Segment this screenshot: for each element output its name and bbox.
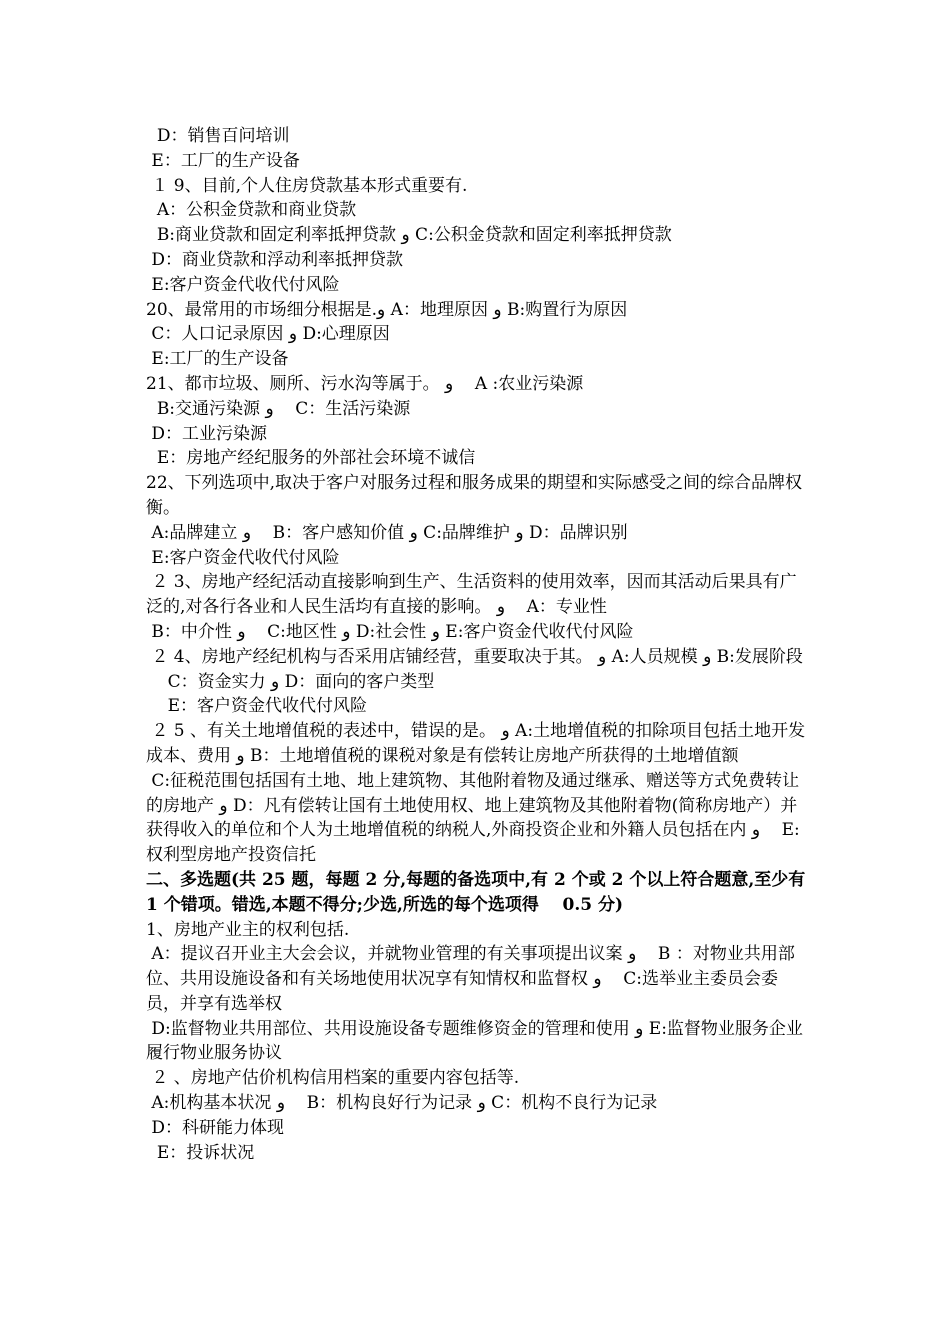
line-q25-options-c-e: C:征税范围包括国有土地、地上建筑物、其他附着物及通过继承、赠送等方式免费转让的房地产 و D：凡有偿转让国有土地使用权、地上建筑物及其他附着物(简称房地产）并获得收入的单位和个人为土地增值税的纳税人,外商投资企业和外籍人员包括在内 و E:权利型房地产投资信托 <box>146 770 800 866</box>
line-q19-option-a: A：公积金贷款和商业贷款 <box>146 200 357 221</box>
line-q21-option-e: E：房地产经纪服务的外部社会环境不诚信 <box>146 448 476 469</box>
line-mc-question-1: 1、房地产业主的权利包括. <box>146 919 350 940</box>
line-q20-option-c-d: C：人口记录原因 و D:心理原因 <box>146 324 390 345</box>
line-q22-option-e: E:客户资金代收代付风险 <box>146 547 340 568</box>
line-mc1-options-a-c: A：提议召开业主大会会议，并就物业管理的有关事项提出议案 و B ：对物业共用部位、共用设施设备和有关场地使用状况享有知情权和监督权 و C:选举业主委员会委员，并享有选举权 <box>146 944 795 1014</box>
line-option-d-sales-training: D：销售百问培训 <box>146 126 290 146</box>
line-q21-option-d: D：工业污染源 <box>146 423 268 444</box>
line-q19-option-b-c: B:商业贷款和固定利率抵押贷款 و C:公积金贷款和固定利率抵押贷款 <box>146 225 672 246</box>
line-mc2-option-d: D：科研能力体现 <box>146 1117 285 1138</box>
line-question-23: ２ 3、房地产经纪活动直接影响到生产、生活资料的使用效率，因而其活动后果具有广泛的,对各行各业和人民生活均有直接的影响。 و A：专业性 <box>146 572 797 618</box>
line-q19-option-d: D：商业贷款和浮动利率抵押贷款 <box>146 249 404 270</box>
line-q23-options-b-e: B：中介性 و C:地区性 و D:社会性 و E:客户资金代收代付风险 <box>146 621 634 642</box>
line-question-24: ２ 4、房地产经纪机构与否采用店铺经营，重要取决于其。 و A:人员规模 و B:发展阶段 <box>146 646 803 667</box>
line-q22-options-a-d: A:品牌建立 و B：客户感知价值 و C:品牌维护 و D：品牌识别 <box>146 522 628 543</box>
line-mc-question-2: ２ 、房地产估价机构信用档案的重要内容包括等. <box>146 1068 520 1089</box>
line-question-19: １ 9、目前,个人住房贷款基本形式重要有. <box>146 175 468 196</box>
line-question-20: 20、最常用的市场细分根据是.و A：地理原因 و B:购置行为原因 <box>146 299 628 320</box>
line-mc1-options-d-e: D:监督物业共用部位、共用设施设备专题维修资金的管理和使用 و E:监督物业服务企业履行物业服务协议 <box>146 1018 803 1064</box>
line-q24-option-c-d: C：资金实力 و D：面向的客户类型 <box>146 671 435 692</box>
document-body <box>146 124 810 1165</box>
line-question-22: 22、下列选项中,取决于客户对服务过程和服务成果的期望和实际感受之间的综合品牌权衡。 <box>146 473 803 518</box>
line-q20-option-e: E:工厂的生产设备 <box>146 349 289 370</box>
line-question-21: 21、都市垃圾、厕所、污水沟等属于。 و A :农业污染源 <box>146 373 584 394</box>
line-q24-option-e: E：客户资金代收代付风险 <box>146 696 368 717</box>
section-heading-multiple-choice: 二、多选题(共 25 题，每题 2 分,每题的备选项中,有 2 个或 2 个以上符合题意,至少有 1 个错项。错选,本题不得分;少选,所选的每个选项得 0.5 分) <box>146 869 812 915</box>
line-question-25: ２ 5 、有关土地增值税的表述中，错误的是。 و A:土地增值税的扣除项目包括土地开发成本、费用 و B：土地增值税的课税对象是有偿转让房地产所获得的土地增值额 <box>146 721 806 766</box>
line-mc2-option-e: E：投诉状况 <box>146 1142 255 1163</box>
line-mc2-options-a-c: A:机构基本状况 و B：机构良好行为记录 و C：机构不良行为记录 <box>146 1093 658 1114</box>
line-option-e-factory-equipment: E：工厂的生产设备 <box>146 150 300 171</box>
line-q21-option-b-c: B:交通污染源 و C：生活污染源 <box>146 398 411 419</box>
line-q19-option-e: E:客户资金代收代付风险 <box>146 274 340 295</box>
